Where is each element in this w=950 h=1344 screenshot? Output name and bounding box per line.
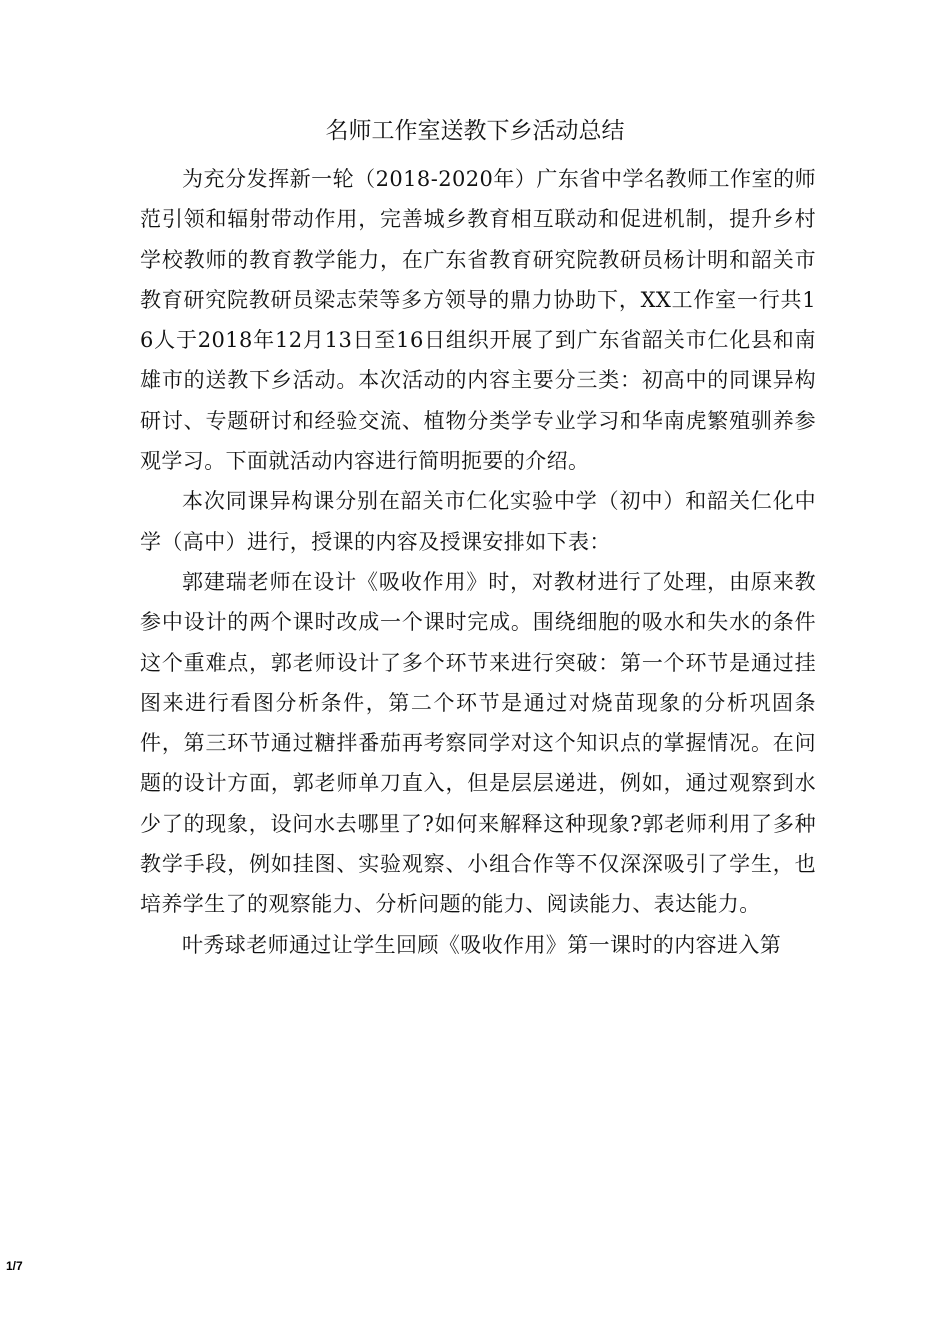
paragraph-schedule: 本次同课异构课分别在韶关市仁化实验中学（初中）和韶关仁化中学（高中）进行，授课的内容及授课安排如下表：	[140, 489, 816, 554]
page-indicator: 1/7	[6, 1259, 23, 1273]
paragraph-guo-lesson: 郭建瑞老师在设计《吸收作用》时，对教材进行了处理，由原来教参中设计的两个课时改成一个课时完成。围绕细胞的吸水和失水的条件这个重难点，郭老师设计了多个环节来进行突破：第一个环节是通过挂图来进行看图分析条件，第二个环节是通过对烧苗现象的分析巩固条件，第三环节通过糖拌番茄再考察同学对这个知识点的掌握情况。在问题的设计方面，郭老师单刀直入，但是层层递进，例如，通过观察到水少了的现象，设问水去哪里了?如何来解释这种现象?郭老师利用了多种教学手段，例如挂图、实验观察、小组合作等不仅深深吸引了学生，也培养学生了的观察能力、分析问题的能力、阅读能力、表达能力。	[140, 569, 816, 917]
document-title: 名师工作室送教下乡活动总结	[325, 118, 625, 144]
document-body	[140, 159, 816, 965]
paragraph-intro: 为充分发挥新一轮（2018-2020年）广东省中学名教师工作室的师范引领和辐射带动作用，完善城乡教育相互联动和促进机制，提升乡村学校教师的教育教学能力，在广东省教育研究院教研员杨计明和韶关市教育研究院教研员梁志荣等多方领导的鼎力协助下，XX工作室一行共16人于2018年12月13日至16日组织开展了到广东省韶关市仁化县和南雄市的送教下乡活动。本次活动的内容主要分三类：初高中的同课异构研讨、专题研讨和经验交流、植物分类学专业学习和华南虎繁殖驯养参观学习。下面就活动内容进行简明扼要的介绍。	[140, 167, 816, 474]
paragraph-ye-lesson: 叶秀球老师通过让学生回顾《吸收作用》第一课时的内容进入第	[182, 932, 782, 957]
